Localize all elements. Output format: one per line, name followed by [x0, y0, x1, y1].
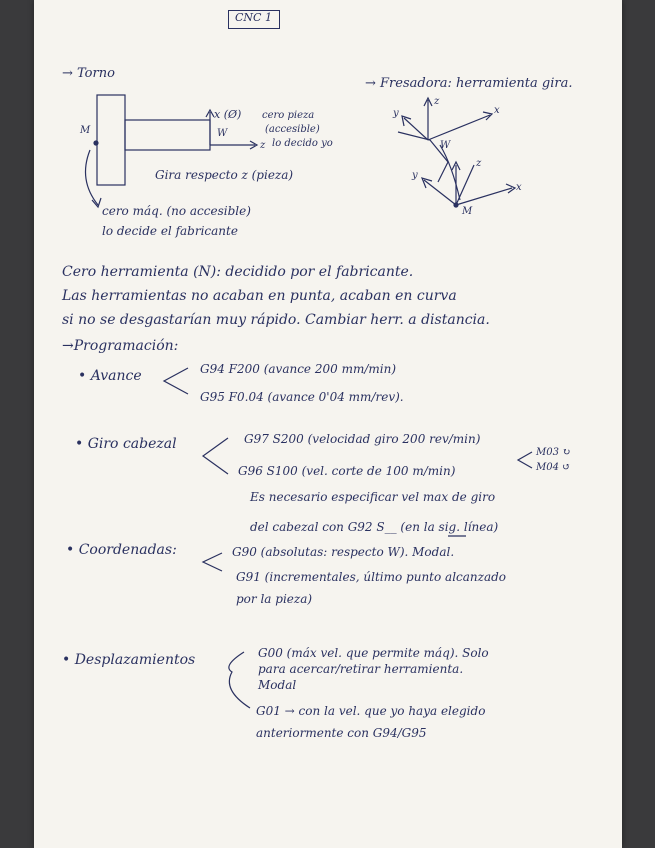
page-title: CNC 1: [235, 11, 272, 24]
fresadora-heading: → Fresadora: herramienta gira.: [365, 76, 573, 91]
fresadora-W-label: W: [440, 140, 451, 151]
fresadora-y-lower: y: [412, 170, 418, 181]
cero-pieza-line2: (accesible): [265, 124, 320, 135]
giro-nota-2: del cabezal con G92 S__ (en la sig. línea): [250, 520, 499, 534]
desp-g01: G01 → con la vel. que yo haya elegido: [256, 704, 486, 718]
torno-W-label: W: [217, 128, 228, 139]
giro-g97: G97 S200 (velocidad giro 200 rev/min): [244, 432, 481, 446]
avance-g95: G95 F0.04 (avance 0'04 mm/rev).: [200, 390, 404, 404]
desp-g00: G00 (máx vel. que permite máq). Solo: [258, 646, 489, 660]
cero-pieza-line3: lo decido yo: [272, 138, 333, 149]
coord-g91-cont: por la pieza): [236, 592, 313, 606]
gira-respecto-label: Gira respecto z (pieza): [155, 168, 294, 182]
avance-label: • Avance: [78, 368, 142, 384]
body-line-3: si no se desgastarían muy rápido. Cambiar herr. a distancia.: [62, 312, 490, 328]
cero-maquina-line2: lo decide el fabricante: [102, 224, 238, 238]
coord-g91: G91 (incrementales, último punto alcanzado: [236, 570, 507, 584]
coordenadas-label: • Coordenadas:: [66, 542, 177, 558]
fresadora-x-lower: x: [516, 182, 522, 193]
cero-maquina-line1: cero máq. (no accesible): [102, 204, 251, 218]
desplazamientos-label: • Desplazamientos: [62, 652, 196, 668]
giro-bracket: [203, 438, 228, 474]
torno-x-axis-label: x (Ø): [214, 108, 242, 121]
body-line-2: Las herramientas no acaban en punta, acaban en curva: [62, 288, 457, 304]
fresadora-z-lower: z: [476, 158, 482, 169]
chuck-shape: [97, 95, 125, 185]
giro-m03: M03 ↻: [536, 447, 571, 458]
fresadora-M-label: M: [462, 206, 473, 217]
avance-g94: G94 F200 (avance 200 mm/min): [200, 362, 396, 376]
workpiece-shape: [125, 120, 210, 150]
fresadora-z-upper: z: [434, 96, 440, 107]
desp-g01-cont: anteriormente con G94/G95: [256, 726, 427, 740]
coord-g90: G90 (absolutas: respecto W). Modal.: [232, 545, 455, 559]
cero-pieza-line1: cero pieza: [262, 110, 315, 121]
desp-modal: Modal: [258, 678, 297, 692]
fresadora-x-upper: x: [494, 105, 500, 116]
coord-bracket: [203, 553, 222, 571]
torno-M-label: M: [80, 125, 91, 136]
giro-nota-1: Es necesario especificar vel max de giro: [250, 490, 496, 504]
programacion-heading: →Programación:: [62, 338, 179, 354]
fresadora-y-upper: y: [393, 108, 399, 119]
giro-label: • Giro cabezal: [75, 436, 177, 452]
desp-bracket: [229, 652, 250, 708]
avance-bracket: [164, 368, 188, 394]
torno-heading: → Torno: [62, 66, 115, 81]
giro-g96: G96 S100 (vel. corte de 100 m/min): [238, 464, 456, 478]
body-line-1: Cero herramienta (N): decidido por el fabricante.: [62, 264, 414, 280]
giro-m04: M04 ↺: [536, 462, 571, 473]
torno-z-axis-label: z: [260, 140, 266, 151]
desp-g00-cont: para acercar/retirar herramienta.: [258, 662, 464, 676]
